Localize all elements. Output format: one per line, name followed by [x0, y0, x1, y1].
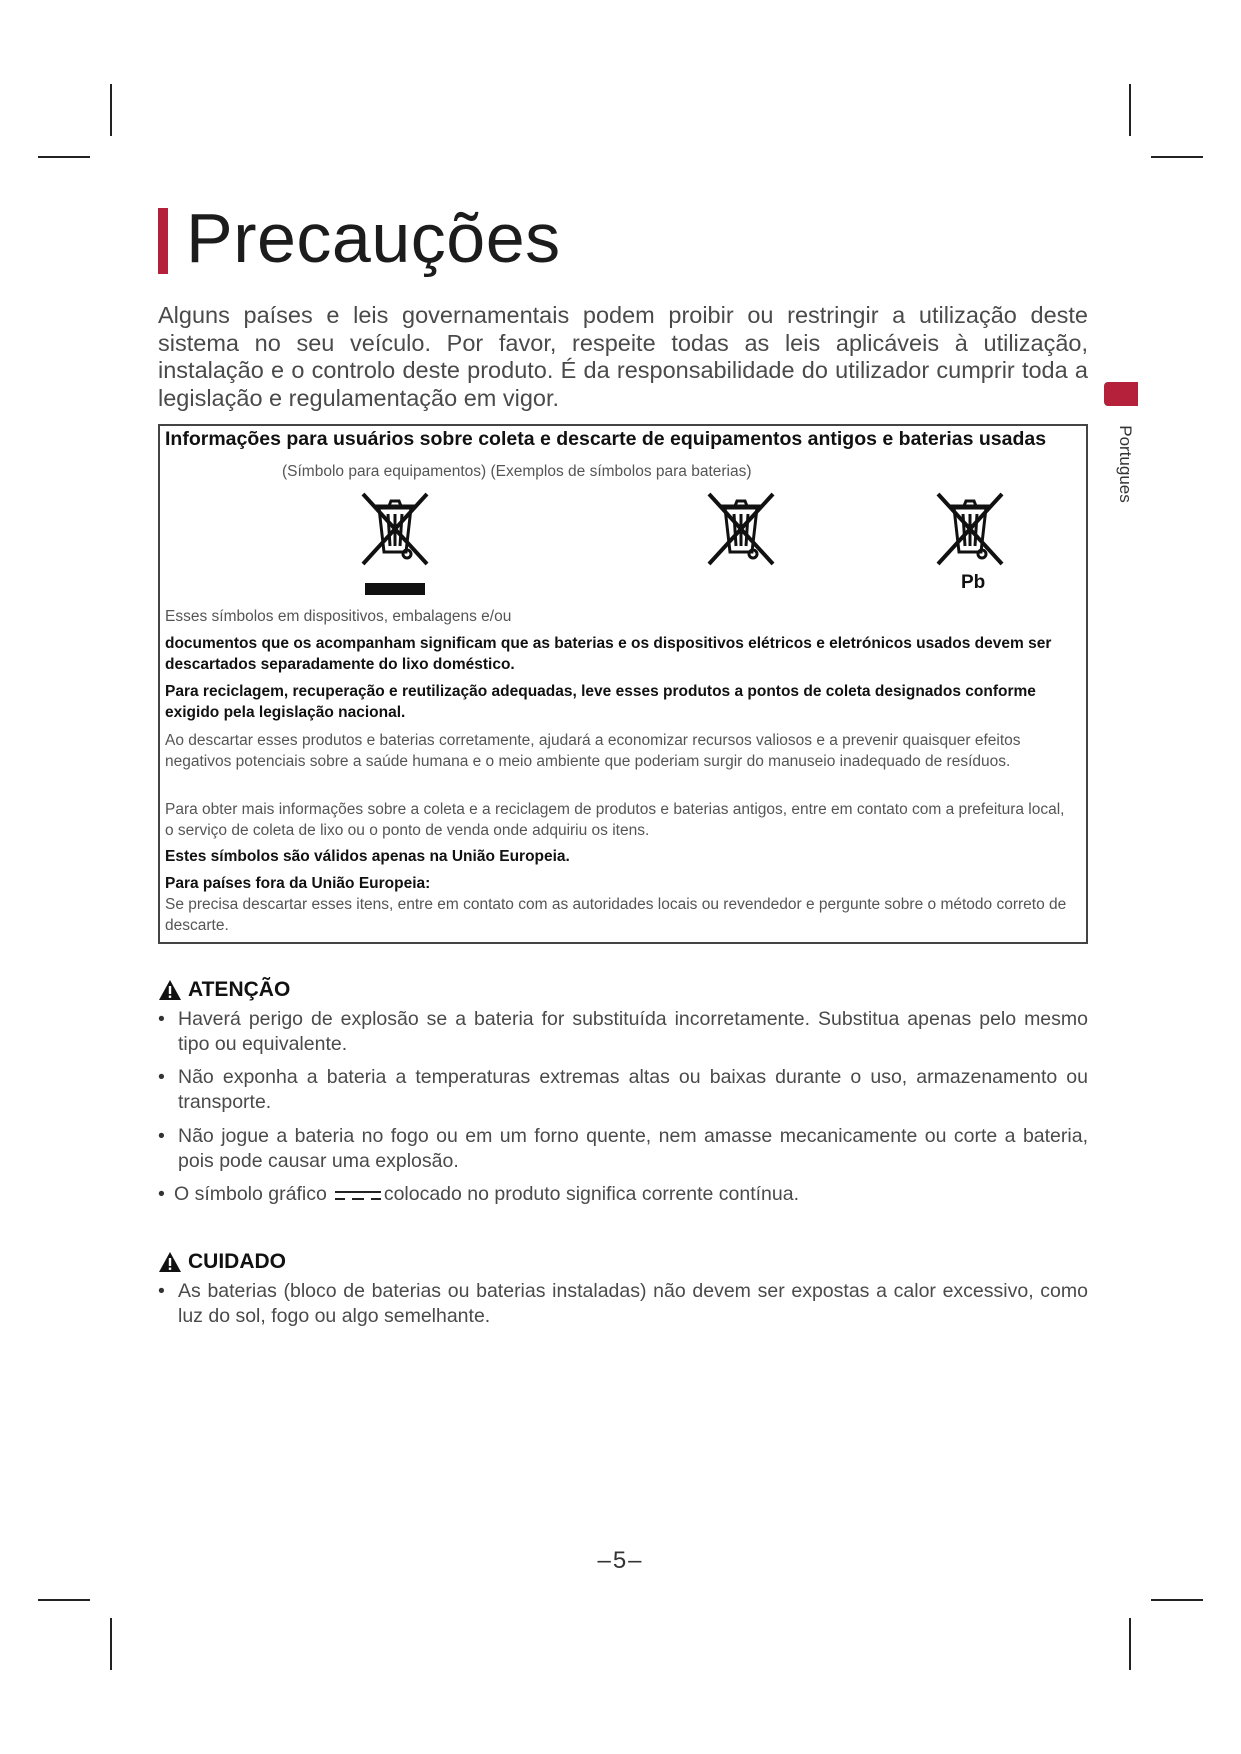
bullet-text: Haverá perigo de explosão se a bateria for substituída incorretamente. Substitua apenas pelo mesmo tipo ou equivalente. — [178, 1008, 1088, 1055]
symbol-caption: (Símbolo para equipamentos) (Exemplos de símbolos para baterias) — [282, 463, 752, 480]
attention-bullet — [158, 1124, 1088, 1173]
caution-heading-text: CUIDADO — [188, 1250, 286, 1273]
crop-mark — [38, 156, 90, 158]
crossed-out-wheelie-bin-icon — [355, 488, 435, 568]
infobox-paragraph: Para países fora da União Europeia: — [165, 875, 431, 892]
caution-bullet — [158, 1279, 1088, 1328]
infobox-paragraph: Para reciclagem, recuperação e reutilização adequadas, leve esses produtos a pontos de coleta designados conforme exigido pela legislação nacional. — [165, 683, 1036, 721]
lead-symbol-label: Pb — [961, 572, 986, 593]
bullet-dot: • — [158, 1066, 165, 1088]
infobox-title: Informações para usuários sobre coleta e descarte de equipamentos antigos e baterias usadas — [165, 428, 1047, 450]
crop-mark — [110, 1618, 112, 1670]
direct-current-symbol-icon — [333, 1185, 383, 1205]
bullet-dot: • — [158, 1008, 165, 1030]
page-title: Precauções — [186, 199, 561, 277]
infobox-paragraph: documentos que os acompanham significam que as baterias e os dispositivos elétricos e eletrónicos usados devem ser descartados separadamente do lixo doméstico. — [165, 635, 1052, 673]
title-accent-bar — [158, 208, 168, 274]
infobox-paragraph: Esses símbolos em dispositivos, embalagens e/ou — [165, 608, 512, 625]
dc-text-before: O símbolo gráfico — [174, 1183, 327, 1205]
dc-text-after: colocado no produto significa corrente contínua. — [383, 1183, 799, 1205]
infobox-paragraph: Para obter mais informações sobre a coleta e a reciclagem de produtos e baterias antigos, entre em contato com a prefeitura local, o serviço de coleta de lixo ou o ponto de venda onde adquiriu os itens. — [165, 801, 1065, 839]
crop-mark — [1151, 1599, 1203, 1601]
page-number: –5– — [597, 1547, 644, 1574]
crop-mark — [1129, 1618, 1131, 1670]
attention-bullet-dc-symbol — [158, 1182, 1088, 1207]
intro-paragraph: Alguns países e leis governamentais podem proibir ou restringir a utilização deste sistema no seu veículo. Por favor, respeite todas as leis aplicáveis à utilização, instalação e o controlo deste produto. É da responsabilidade do utilizador cumprir toda a legislação e regulamentação em vigor. — [158, 302, 1088, 411]
crop-mark — [110, 84, 112, 136]
equipment-symbol-bar — [365, 583, 425, 595]
crossed-out-wheelie-bin-icon — [701, 488, 781, 568]
infobox-paragraph: Se precisa descartar esses itens, entre em contato com as autoridades locais ou revendedor e pergunte sobre o método correto de descarte. — [165, 896, 1067, 934]
bullet-dot: • — [158, 1125, 165, 1147]
crop-mark — [1129, 84, 1131, 136]
infobox-paragraph: Estes símbolos são válidos apenas na União Europeia. — [165, 848, 570, 865]
attention-bullet — [158, 1065, 1088, 1114]
language-tab-marker — [1104, 382, 1138, 406]
crop-mark — [38, 1599, 90, 1601]
bullet-text: Não jogue a bateria no fogo ou em um forno quente, nem amasse mecanicamente ou corte a bateria, pois pode causar uma explosão. — [178, 1125, 1088, 1172]
attention-bullet — [158, 1007, 1088, 1056]
caution-heading — [158, 1250, 286, 1274]
attention-heading — [158, 978, 290, 1002]
warning-triangle-icon — [158, 1251, 182, 1273]
infobox-paragraph: Ao descartar esses produtos e baterias corretamente, ajudará a economizar recursos valiosos e a prevenir quaisquer efeitos negativos potenciais sobre a saúde humana e o meio ambiente que poderiam surgir do manuseio inadequado de resíduos. — [165, 732, 1021, 770]
bullet-text: As baterias (bloco de baterias ou baterias instaladas) não devem ser expostas a calor excessivo, como luz do sol, fogo ou algo semelhante. — [178, 1280, 1088, 1327]
attention-heading-text: ATENÇÃO — [188, 978, 291, 1001]
crossed-out-wheelie-bin-icon — [930, 488, 1010, 568]
bullet-text: Não exponha a bateria a temperaturas extremas altas ou baixas durante o uso, armazenamento ou transporte. — [178, 1066, 1088, 1113]
warning-triangle-icon — [158, 979, 182, 1001]
crop-mark — [1151, 156, 1203, 158]
bullet-dot: • — [158, 1280, 165, 1302]
language-tab-label: Portugues — [1116, 425, 1135, 503]
bullet-dot: • — [158, 1183, 165, 1205]
